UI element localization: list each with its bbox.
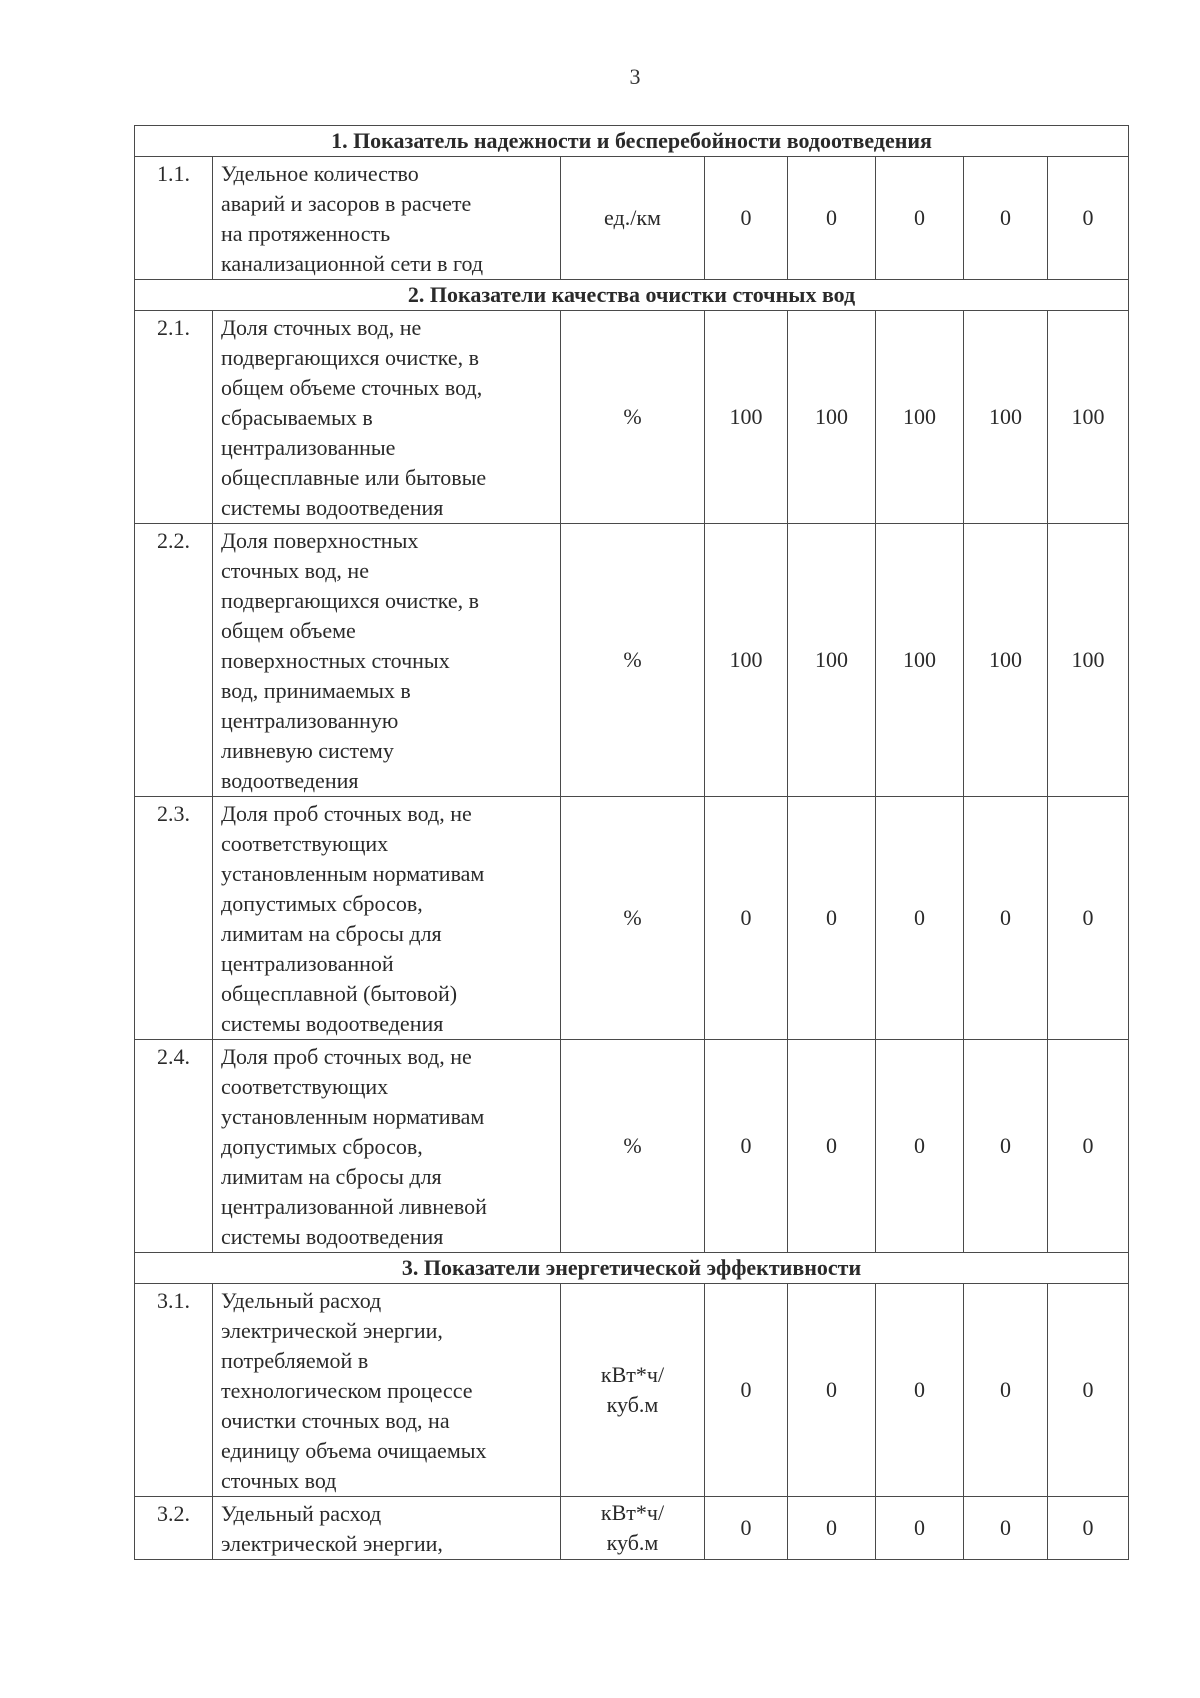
indicator-value: 0 xyxy=(788,1284,876,1497)
indicator-value: 0 xyxy=(788,1497,876,1560)
description-line: Доля сточных вод, не xyxy=(221,315,422,340)
description-line: подвергающихся очистке, в xyxy=(221,345,479,370)
indicator-value: 0 xyxy=(1048,1040,1129,1253)
description-line: установленным нормативам xyxy=(221,861,485,886)
description-line: водоотведения xyxy=(221,768,359,793)
description-line: установленным нормативам xyxy=(221,1104,485,1129)
unit-line: % xyxy=(623,647,642,672)
description-line: системы водоотведения xyxy=(221,495,444,520)
indicator-description xyxy=(213,524,561,797)
description-line: лимитам на сбросы для xyxy=(221,1164,442,1189)
indicator-description xyxy=(213,157,561,280)
indicator-value: 0 xyxy=(876,1040,964,1253)
description-line: сбрасываемых в xyxy=(221,405,373,430)
unit-line: кВт*ч/ xyxy=(600,1362,665,1387)
description-line: ливневую систему xyxy=(221,738,394,763)
unit-of-measure xyxy=(561,1497,705,1560)
unit-of-measure xyxy=(561,311,705,524)
description-line: системы водоотведения xyxy=(221,1224,444,1249)
table-row xyxy=(135,1497,1129,1560)
indicator-value: 100 xyxy=(1048,311,1129,524)
unit-line: кВт*ч/ xyxy=(600,1500,665,1525)
description-line: электрической энергии, xyxy=(221,1531,443,1556)
indicator-value: 0 xyxy=(876,1497,964,1560)
section-title: 1. Показатель надежности и бесперебойности водоотведения xyxy=(135,126,1129,157)
description-line: централизованные xyxy=(221,435,396,460)
row-number: 2.3. xyxy=(135,797,213,1040)
description-line: очистки сточных вод, на xyxy=(221,1408,450,1433)
indicator-value: 0 xyxy=(964,1284,1048,1497)
indicator-value: 0 xyxy=(788,797,876,1040)
description-line: централизованной xyxy=(221,951,394,976)
description-line: соответствующих xyxy=(221,831,389,856)
unit-of-measure xyxy=(561,1284,705,1497)
indicator-description xyxy=(213,1284,561,1497)
description-line: потребляемой в xyxy=(221,1348,369,1373)
unit-of-measure xyxy=(561,524,705,797)
indicator-value: 100 xyxy=(788,524,876,797)
indicator-value: 100 xyxy=(705,311,788,524)
description-line: допустимых сбросов, xyxy=(221,1134,423,1159)
description-line: подвергающихся очистке, в xyxy=(221,588,479,613)
indicator-description xyxy=(213,1497,561,1560)
description-line: централизованную xyxy=(221,708,399,733)
description-line: общесплавной (бытовой) xyxy=(221,981,458,1006)
description-line: на протяженность xyxy=(221,221,391,246)
indicator-value: 100 xyxy=(964,524,1048,797)
description-line: общем объеме xyxy=(221,618,356,643)
indicators-table xyxy=(134,125,1129,1560)
description-line: сточных вод, не xyxy=(221,558,369,583)
description-line: Удельный расход xyxy=(221,1288,382,1313)
indicator-value: 0 xyxy=(1048,1284,1129,1497)
table-row xyxy=(135,797,1129,1040)
indicator-value: 0 xyxy=(705,1497,788,1560)
indicator-value: 0 xyxy=(1048,797,1129,1040)
indicator-value: 100 xyxy=(876,311,964,524)
section-header-row xyxy=(135,280,1129,311)
table-row xyxy=(135,524,1129,797)
indicator-value: 0 xyxy=(788,157,876,280)
indicator-value: 100 xyxy=(1048,524,1129,797)
indicator-value: 100 xyxy=(788,311,876,524)
description-line: общем объеме сточных вод, xyxy=(221,375,483,400)
indicator-value: 100 xyxy=(964,311,1048,524)
row-number: 1.1. xyxy=(135,157,213,280)
indicator-value: 0 xyxy=(788,1040,876,1253)
unit-line: % xyxy=(623,1133,642,1158)
row-number: 3.2. xyxy=(135,1497,213,1560)
description-line: канализационной сети в год xyxy=(221,251,484,276)
section-title: 3. Показатели энергетической эффективности xyxy=(135,1253,1129,1284)
description-line: централизованной ливневой xyxy=(221,1194,487,1219)
indicator-value: 0 xyxy=(705,157,788,280)
unit-of-measure xyxy=(561,797,705,1040)
description-line: Доля проб сточных вод, не xyxy=(221,801,472,826)
indicator-value: 100 xyxy=(876,524,964,797)
description-line: системы водоотведения xyxy=(221,1011,444,1036)
indicator-value: 0 xyxy=(964,797,1048,1040)
indicator-value: 0 xyxy=(705,1284,788,1497)
table-row xyxy=(135,1284,1129,1497)
unit-of-measure xyxy=(561,1040,705,1253)
table-row xyxy=(135,311,1129,524)
description-line: вод, принимаемых в xyxy=(221,678,411,703)
indicator-description xyxy=(213,1040,561,1253)
unit-line: % xyxy=(623,404,642,429)
description-line: лимитам на сбросы для xyxy=(221,921,442,946)
unit-line: % xyxy=(623,905,642,930)
description-line: допустимых сбросов, xyxy=(221,891,423,916)
indicator-value: 0 xyxy=(964,1040,1048,1253)
indicator-value: 0 xyxy=(705,797,788,1040)
indicator-value: 0 xyxy=(876,797,964,1040)
unit-line: ед./км xyxy=(604,205,661,230)
row-number: 2.4. xyxy=(135,1040,213,1253)
indicator-description xyxy=(213,797,561,1040)
description-line: Доля поверхностных xyxy=(221,528,419,553)
description-line: общесплавные или бытовые xyxy=(221,465,487,490)
unit-of-measure xyxy=(561,157,705,280)
indicator-value: 0 xyxy=(964,157,1048,280)
section-header-row xyxy=(135,126,1129,157)
row-number: 2.2. xyxy=(135,524,213,797)
indicator-value: 0 xyxy=(876,1284,964,1497)
description-line: электрической энергии, xyxy=(221,1318,443,1343)
description-line: соответствующих xyxy=(221,1074,389,1099)
indicator-value: 0 xyxy=(964,1497,1048,1560)
description-line: Удельный расход xyxy=(221,1501,382,1526)
indicator-value: 100 xyxy=(705,524,788,797)
indicator-value: 0 xyxy=(1048,157,1129,280)
description-line: сточных вод xyxy=(221,1468,337,1493)
indicator-value: 0 xyxy=(705,1040,788,1253)
indicator-value: 0 xyxy=(876,157,964,280)
description-line: единицу объема очищаемых xyxy=(221,1438,487,1463)
row-number: 2.1. xyxy=(135,311,213,524)
unit-line: куб.м xyxy=(606,1530,659,1555)
table-row xyxy=(135,157,1129,280)
description-line: Доля проб сточных вод, не xyxy=(221,1044,472,1069)
description-line: аварий и засоров в расчете xyxy=(221,191,472,216)
section-header-row xyxy=(135,1253,1129,1284)
indicator-description xyxy=(213,311,561,524)
description-line: технологическом процессе xyxy=(221,1378,473,1403)
unit-line: куб.м xyxy=(606,1392,659,1417)
description-line: поверхностных сточных xyxy=(221,648,450,673)
description-line: Удельное количество xyxy=(221,161,419,186)
indicator-value: 0 xyxy=(1048,1497,1129,1560)
page-number: 3 xyxy=(629,64,641,89)
row-number: 3.1. xyxy=(135,1284,213,1497)
table-row xyxy=(135,1040,1129,1253)
section-title: 2. Показатели качества очистки сточных вод xyxy=(135,280,1129,311)
